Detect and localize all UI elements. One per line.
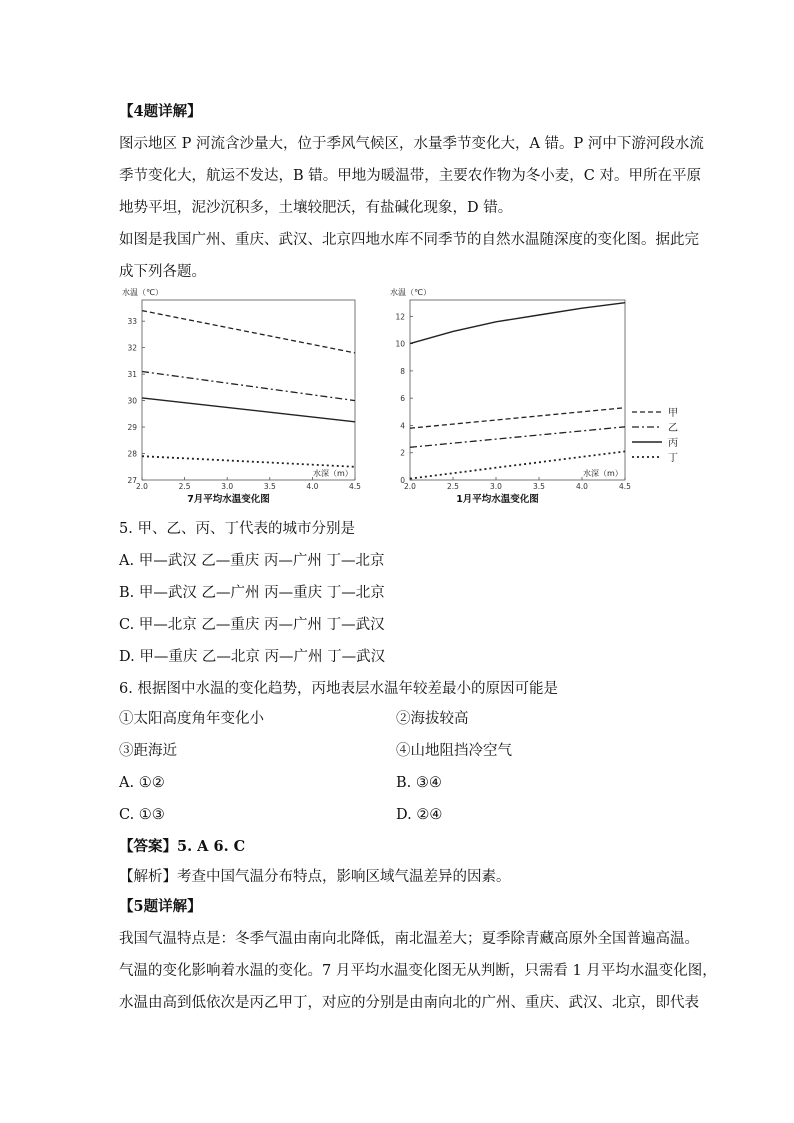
series-line-丙 [142,398,355,422]
y-tick-label: 30 [127,396,137,406]
y-tick-label: 28 [127,449,137,459]
series-line-乙 [142,372,355,401]
x-tick-label: 2.0 [404,482,416,491]
section-heading-q5: 【5题详解】 [119,898,202,915]
q5-option-d: D. 甲—重庆 乙—北京 丙—广州 丁—武汉 [119,649,386,665]
y-tick-label: 31 [127,370,137,380]
x-tick-label: 4.5 [349,482,361,491]
series-line-甲 [142,311,355,353]
y-tick-label: 29 [127,423,137,433]
legend-label: 丙 [668,438,678,449]
paragraph-line: 地势平坦，泥沙沉积多，土壤较肥沃，有盐碱化现象，D 错。 [119,200,513,216]
y-tick-label: 8 [400,366,405,376]
q5-option-a: A. 甲—武汉 乙—重庆 丙—广州 丁—北京 [119,553,385,569]
analysis-line: 【解析】考查中国气温分布特点，影响区域气温差异的因素。 [119,869,511,885]
y-tick-label: 6 [400,394,405,404]
series-line-丁 [142,456,355,467]
x-tick-label: 3.0 [490,482,502,491]
y-axis-label: 水温（℃） [122,288,163,297]
question-6: 6. 根据图中水温的变化趋势，丙地表层水温年较差最小的原因可能是 [119,681,558,697]
series-line-甲 [410,408,625,429]
paragraph-line: 季节变化大，航运不发达，B 错。甲地为暖温带，主要农作物为冬小麦，C 对。甲所在平原 [119,168,701,184]
x-axis-label: 水深（m） [583,469,623,478]
series-line-丙 [410,303,625,344]
paragraph-line: 我国气温特点是：冬季气温由南向北降低，南北温差大；夏季除青藏高原外全国普遍高温。 [119,931,699,947]
x-tick-label: 4.0 [576,482,588,491]
x-tick-label: 3.5 [263,482,276,491]
plot-frame [142,300,355,480]
y-tick-label: 10 [395,339,405,349]
paragraph-line: 如图是我国广州、重庆、武汉、北京四地水库不同季节的自然水温随深度的变化图。据此完 [119,232,699,248]
legend-label: 乙 [668,423,678,434]
paragraph-line: 水温由高到低依次是丙乙甲丁，对应的分别是由南向北的广州、重庆、武汉、北京，即代表 [119,995,699,1011]
q6-item-1: ①太阳高度角年变化小 [119,711,264,727]
y-tick-label: 2 [400,448,405,458]
y-tick-label: 32 [127,343,137,353]
legend-label: 丁 [668,453,678,464]
chart-title: 7月平均水温变化图 [187,494,270,505]
plot-frame [410,300,625,480]
y-tick-label: 12 [395,312,405,322]
answer-line: 【答案】5. A 6. C [119,838,246,855]
q6-item-3: ③距海近 [119,743,177,759]
q6-option-d: D. ②④ [396,807,443,823]
x-tick-label: 2.5 [178,482,191,491]
y-tick-label: 0 [400,476,405,485]
chart-title: 1月平均水温变化图 [456,494,539,505]
q6-item-2: ②海拔较高 [396,711,469,727]
y-axis-label: 水温（℃） [390,288,431,297]
x-axis-label: 水深（m） [313,469,353,478]
q6-item-4: ④山地阻挡冷空气 [396,743,512,759]
legend-label: 甲 [668,408,678,419]
water-temperature-charts [110,282,690,512]
q6-option-c: C. ①③ [119,807,165,823]
question-5: 5. 甲、乙、丙、丁代表的城市分别是 [119,521,355,537]
x-tick-label: 3.5 [533,482,545,491]
x-tick-label: 2.0 [136,482,148,491]
y-tick-label: 27 [127,476,137,485]
paragraph-line: 成下列各题。 [119,264,206,280]
x-tick-label: 4.0 [306,482,319,491]
q6-option-b: B. ③④ [396,775,442,791]
q6-option-a: A. ①② [119,775,165,791]
q5-option-b: B. 甲—武汉 乙—广州 丙—重庆 丁—北京 [119,585,385,601]
series-line-乙 [410,427,625,448]
x-tick-label: 3.0 [221,482,234,491]
y-tick-label: 33 [127,317,137,327]
paragraph-line: 图示地区 P 河流含沙量大，位于季风气候区，水量季节变化大，A 错。P 河中下游河段水流 [119,136,704,152]
section-heading-q4: 【4题详解】 [119,103,202,120]
x-tick-label: 2.5 [447,482,459,491]
y-tick-label: 4 [400,421,405,431]
paragraph-line: 气温的变化影响着水温的变化。7 月平均水温变化图无从判断，只需看 1 月平均水温变化图， [119,963,717,979]
q5-option-c: C. 甲—北京 乙—重庆 丙—广州 丁—武汉 [119,617,385,633]
x-tick-label: 4.5 [619,482,631,491]
